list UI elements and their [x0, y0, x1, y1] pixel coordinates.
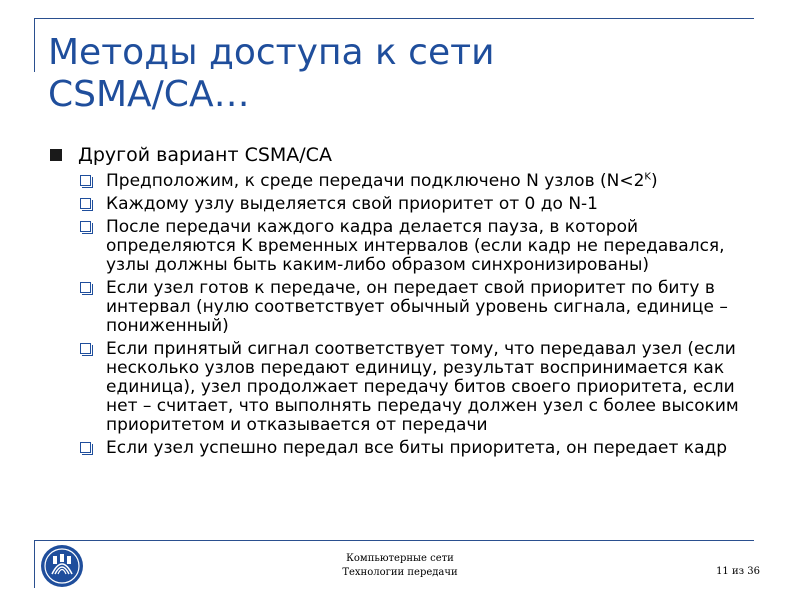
- box-bullet-icon: [80, 442, 91, 453]
- box-bullet-icon: [80, 175, 91, 186]
- superscript-k: K: [644, 171, 651, 183]
- main-bullet-text: Другой вариант CSMA/CA: [78, 144, 332, 166]
- slide-title: [48, 32, 748, 116]
- footer-divider: [34, 540, 754, 541]
- box-bullet-icon: [80, 221, 91, 232]
- box-bullet-icon: [80, 198, 91, 209]
- sub-bullet-5: [50, 340, 770, 435]
- sub-bullet-text: Если принятый сигнал соответствует тому, что передавал узел (если несколько узлов передают единицу, результат воспринимается как единица), узел продолжает передачу битов своего приоритета, если нет – считает, что выполнять передачу должен узел с более высоким приоритетом и отказывается от передачи: [106, 339, 739, 435]
- page-number: 11 из 36: [716, 566, 760, 577]
- sub-bullet-2: [50, 195, 770, 214]
- sub-bullet-text: Если узел готов к передаче, он передает свой приоритет по биту в интервал (нулю соответствует обычный уровень сигнала, единице – пониженный): [106, 278, 728, 336]
- footer-course-name: Компьютерные сети: [346, 553, 454, 564]
- sub-bullet-3: [50, 218, 770, 275]
- sub-bullet-4: [50, 279, 770, 336]
- frame-left-line: [34, 18, 35, 72]
- sub-bullet-1: [50, 172, 770, 191]
- box-bullet-icon: [80, 343, 91, 354]
- main-bullet: [50, 144, 770, 166]
- footer-topic: Технологии передачи: [342, 567, 458, 578]
- slide-title-line-2: CSMA/CA…: [48, 74, 250, 115]
- frame-top-line: [34, 18, 754, 19]
- sub-bullet-tail: ): [650, 171, 658, 191]
- sub-bullet-6: [50, 439, 770, 458]
- footer-course: [300, 552, 500, 580]
- sub-bullet-text: После передачи каждого кадра делается пауза, в которой определяются K временных интервалов (если кадр не передавался, узлы должны быть каким-либо образом синхронизированы): [106, 217, 725, 275]
- sub-bullet-text: Предположим, к среде передачи подключено N узлов (N<2: [106, 171, 645, 191]
- slide-content: [50, 144, 770, 462]
- square-bullet-icon: [50, 149, 62, 161]
- slide-title-line-1: Методы доступа к сети: [48, 32, 495, 73]
- sub-bullet-text: Если узел успешно передал все биты приоритета, он передает кадр: [106, 438, 728, 458]
- unn-logo-icon: [40, 544, 84, 588]
- sub-bullet-text: Каждому узлу выделяется свой приоритет от 0 до N-1: [106, 194, 598, 214]
- box-bullet-icon: [80, 282, 91, 293]
- footer-left-line: [34, 540, 35, 588]
